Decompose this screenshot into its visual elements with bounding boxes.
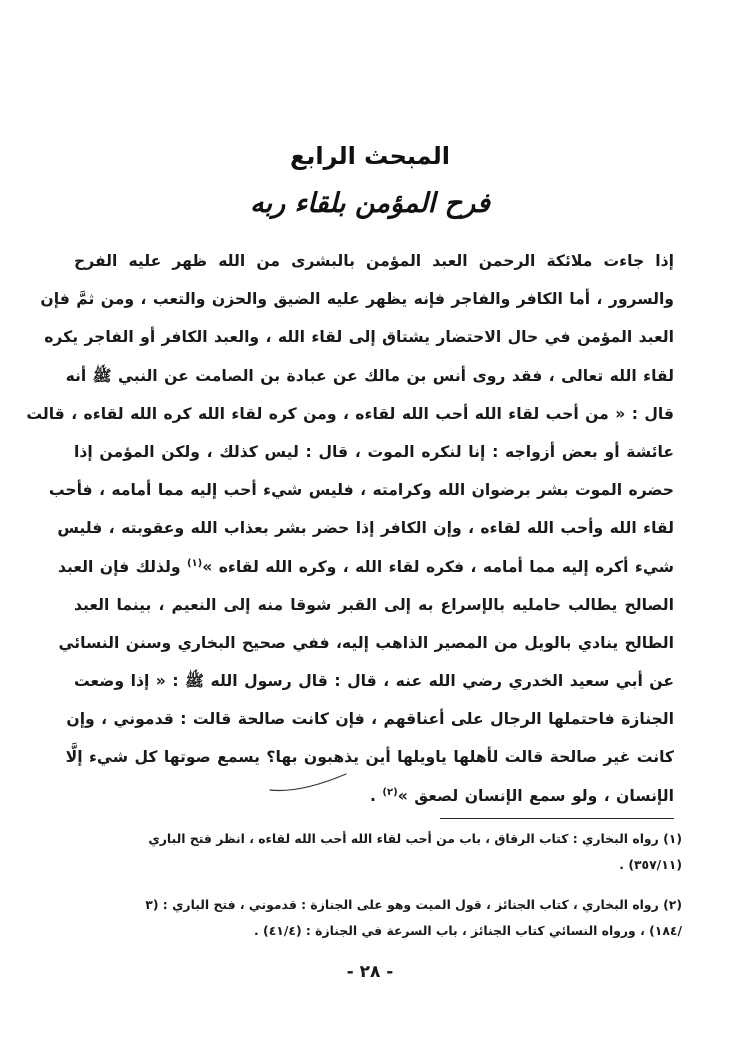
body-line-15 bbox=[74, 777, 674, 815]
footnote-2-line-1: (٢) رواه البخاري ، كتاب الجنائز ، قول الميت وهو على الجنازة : قدموني ، فتح الباري : (٣ bbox=[145, 897, 682, 912]
handwritten-underline-mark bbox=[268, 770, 348, 794]
body-line-9 bbox=[57, 548, 674, 586]
footnote-1-line-2: (٣٥٧/١١) . bbox=[619, 857, 682, 872]
body-line-12: عن أبي سعيد الخدري رضي الله عنه ، قال : قال رسول الله ﷺ : « إذا وضعت bbox=[74, 672, 674, 691]
body-line-11: الطالح ينادي بالويل من المصير الذاهب إليه، ففي صحيح البخاري وسنن النسائي bbox=[58, 633, 674, 652]
body-line-7: حضره الموت بشر برضوان الله وكرامته ، فليس شيء أحب إليه مما أمامه ، فأحب bbox=[48, 481, 674, 500]
body-line-1: إذا جاءت ملائكة الرحمن العبد المؤمن بالبشرى من الله ظهر عليه الفرح bbox=[74, 252, 674, 270]
section-title: فرح المؤمن بلقاء ربه bbox=[250, 188, 490, 219]
footnote-1 bbox=[74, 826, 682, 878]
footnote-ref-1: (١) bbox=[186, 557, 203, 569]
body-line-15-text: الإنسان ، ولو سمع الإنسان لصعق » bbox=[397, 786, 674, 805]
body-paragraph bbox=[26, 242, 674, 815]
page-number: - ٢٨ - bbox=[346, 962, 394, 982]
body-line-9-tail: ولذلك فإن العبد bbox=[57, 557, 181, 576]
footnotes bbox=[74, 826, 682, 958]
body-line-5: قال : « من أحب لقاء الله أحب الله لقاءه ، ومن كره لقاء الله كره الله لقاءه ، قالت bbox=[26, 404, 674, 423]
footnote-1-line-1: (١) رواه البخاري : كتاب الرقاق ، باب من أحب لقاء الله أحب الله لقاءه ، انظر فتح الباري bbox=[148, 831, 682, 846]
body-line-9-text: شيء أكره إليه مما أمامه ، فكره لقاء الله ، وكره الله لقاءه » bbox=[202, 557, 674, 576]
body-line-10: الصالح يطالب حامليه بالإسراع به إلى القبر شوقا منه إلى النعيم ، بينما العبد bbox=[74, 595, 674, 614]
body-line-8: لقاء الله وأحب الله لقاءه ، وإن الكافر إذا حضر بشر بعذاب الله وعقوبته ، فليس bbox=[57, 519, 674, 538]
body-line-13: الجنازة فاحتملها الرجال على أعناقهم ، فإن كانت صالحة قالت : قدموني ، وإن bbox=[66, 710, 674, 729]
body-line-14: كانت غير صالحة قالت لأهلها ياويلها أين يذهبون بها؟ يسمع صوتها كل شيء إلَّا bbox=[65, 748, 674, 767]
footnote-divider bbox=[440, 818, 674, 819]
body-line-2: والسرور ، أما الكافر والفاجر فإنه يظهر عليه الضيق والحزن والتعب ، ومن ثمَّ فإن bbox=[40, 290, 674, 309]
footnote-2 bbox=[74, 892, 682, 944]
body-line-15-end: . bbox=[370, 786, 376, 805]
footnote-ref-2: (٢) bbox=[382, 786, 398, 798]
body-line-4: لقاء الله تعالى ، فقد روى أنس بن مالك عن عبادة بن الصامت عن النبي ﷺ أنه bbox=[65, 366, 674, 385]
body-line-6: عائشة أو بعض أزواجه : إنا لنكره الموت ، قال : ليس كذلك ، ولكن المؤمن إذا bbox=[74, 442, 674, 461]
section-heading: المبحث الرابع bbox=[290, 142, 450, 170]
body-line-3: العبد المؤمن في حال الاحتضار يشتاق إلى لقاء الله ، والعبد الكافر أو الفاجر يكره bbox=[44, 328, 674, 347]
footnote-2-line-2: /١٨٤) ، ورواه النسائي كتاب الجنائز ، باب السرعة في الجنازة : (٤١/٤) . bbox=[254, 923, 682, 938]
